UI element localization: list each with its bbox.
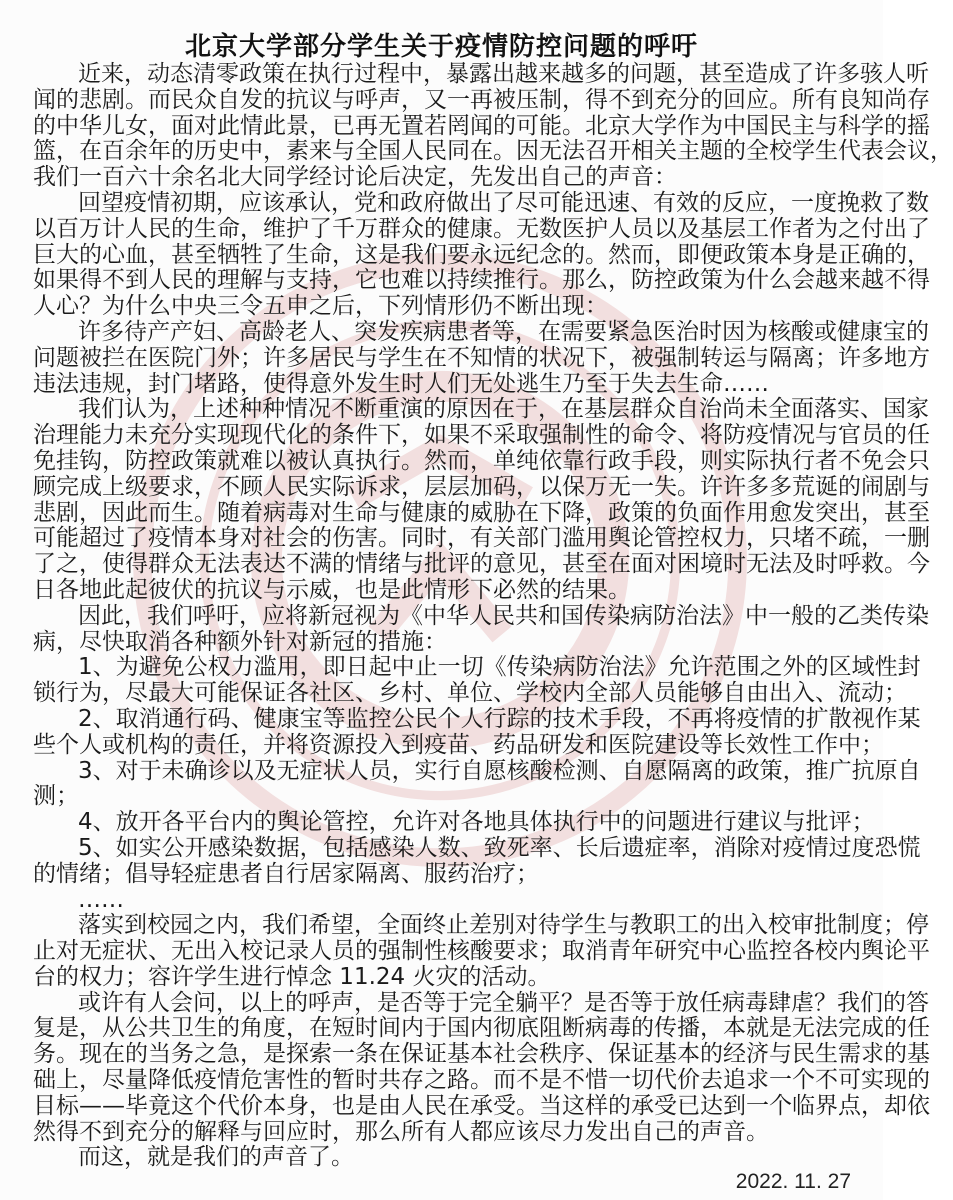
text-line: 问题被拦在医院门外；许多居民与学生在不知情的状况下，被强制转运与隔离；许多地方 bbox=[33, 344, 930, 371]
text-line: 闻的悲剧。而民众自发的抗议与呼声，又一再被压制，得不到充分的回应。所有良知尚存 bbox=[33, 86, 930, 113]
text-line: …… bbox=[78, 886, 124, 913]
text-line: 顾完成上级要求，不顾人民实际诉求，层层加码，以保万无一失。许许多多荒诞的闹剧与 bbox=[33, 473, 930, 500]
paragraph bbox=[33, 1145, 851, 1171]
paragraph bbox=[33, 888, 851, 914]
text-line: 因此，我们呼吁，应将新冠视为《中华人民共和国传染病防治法》中一般的乙类传染 bbox=[78, 602, 929, 629]
text-line: 台的权力；容许学生进行悼念 11.24 火灾的活动。 bbox=[33, 963, 551, 990]
text-line: 以百万计人民的生命，维护了千万群众的健康。无数医护人员以及基层工作者为之付出了 bbox=[33, 215, 930, 242]
text-line: 止对无症状、无出入校记录人员的强制性核酸要求；取消青年研究中心监控各校内舆论平 bbox=[33, 938, 930, 965]
paragraph bbox=[33, 757, 921, 811]
text-line: 1、为避免公权力滥用，即日起中止一切《传染病防治法》允许范围之外的区域性封 bbox=[78, 654, 921, 681]
paragraph bbox=[33, 654, 921, 707]
text-line: 悲剧，因此而生。随着病毒对生命与健康的威胁在下降，政策的负面作用愈发突出，甚至 bbox=[33, 499, 930, 526]
paragraph bbox=[33, 912, 930, 990]
text-line: 如果得不到人民的理解与支持，它也难以持续推行。那么，防控政策为什么会越来越不得 bbox=[33, 267, 930, 294]
paragraph bbox=[33, 189, 930, 320]
text-line: 巨大的心血，甚至牺牲了生命，这是我们要永远纪念的。然而，即便政策本身是正确的， bbox=[33, 241, 930, 268]
text-line: 回望疫情初期，应该承认，党和政府做出了尽可能迅速、有效的反应，一度挽救了数 bbox=[78, 189, 929, 216]
document-title: 北京大学部分学生关于疫情防控问题的呼吁 bbox=[184, 32, 698, 62]
document-date: 2022. 11. 27 bbox=[735, 1170, 851, 1193]
paragraph bbox=[33, 989, 930, 1146]
text-line: 些个人或机构的责任，并将资源投入到疫苗、药品研发和医院建设等长效性工作中； bbox=[33, 731, 884, 758]
text-line: 许多待产产妇、高龄老人、突发疾病患者等，在需要紧急医治时因为核酸或健康宝的 bbox=[78, 318, 929, 345]
document-body bbox=[33, 61, 953, 1171]
paragraph bbox=[33, 396, 930, 603]
text-line: 础上，尽量降低疫情危害性的暂时共存之路。而不是不惜一切代价去追求一个不可实现的 bbox=[33, 1067, 930, 1094]
text-line: 测； bbox=[33, 783, 79, 810]
text-line: 治理能力未充分实现现代化的条件下，如果不采取强制性的命令、将防疫情况与官员的任 bbox=[33, 422, 930, 449]
text-line: 我们认为，上述种种情况不断重演的原因在于，在基层群众自治尚未全面落实、国家 bbox=[78, 396, 929, 423]
text-line: 3、对于未确诊以及无症状人员，实行自愿核酸检测、自愿隔离的政策，推广抗原自 bbox=[78, 757, 921, 784]
text-line: 务。现在的当务之急，是探索一条在保证基本社会秩序、保证基本的经济与民生需求的基 bbox=[33, 1041, 930, 1068]
text-line: 锁行为，尽最大可能保证各社区、乡村、单位、学校内全部人员能够自由出入、流动； bbox=[33, 680, 907, 707]
paragraph bbox=[33, 809, 875, 836]
text-line: 篮，在百余年的历史中，素来与全国人民同在。因无法召开相关主题的全校学生代表会议， bbox=[33, 138, 953, 165]
text-line: 而这，就是我们的声音了。 bbox=[78, 1144, 354, 1171]
text-line: 然得不到充分的解释与回应时，那么所有人都应该尽力发出自己的声音。 bbox=[33, 1118, 769, 1145]
text-line: 5、如实公开感染数据，包括感染人数、致死率、长后遗症率，消除对疫情过度恐慌 bbox=[78, 834, 921, 861]
text-line: 违法违规，封门堵路，使得意外发生时人们无处逃生乃至于失去生命…… bbox=[33, 370, 769, 397]
text-line: 免挂钩，防控政策就难以被认真执行。然而，单纯依靠行政手段，则实际执行者不免会只 bbox=[33, 447, 930, 474]
paragraph bbox=[33, 61, 953, 191]
text-line: 的中华儿女，面对此情此景，已再无置若罔闻的可能。北京大学作为中国民主与科学的摇 bbox=[33, 112, 930, 139]
text-line: 人心？为什么中央三令五申之后，下列情形仍不断出现： bbox=[33, 293, 608, 320]
text-line: 可能超过了疫情本身对社会的伤害。同时，有关部门滥用舆论管控权力，只堵不疏，一删 bbox=[33, 525, 930, 552]
text-line: 病，尽快取消各种额外针对新冠的措施： bbox=[33, 628, 447, 655]
text-line: 近来，动态清零政策在执行过程中，暴露出越来越多的问题，甚至造成了许多骇人听 bbox=[78, 61, 929, 87]
text-line: 目标——毕竟这个代价本身，也是由人民在承受。当这样的承受已达到一个临界点，却依 bbox=[33, 1092, 930, 1119]
paragraph bbox=[33, 318, 930, 397]
text-line: 了之，使得群众无法表达不满的情绪与批评的意见，甚至在面对困境时无法及时呼救。今 bbox=[33, 551, 930, 578]
paragraph bbox=[33, 602, 929, 656]
text-line: 或许有人会问，以上的呼声，是否等于完全躺平？是否等于放任病毒肆虐？我们的答 bbox=[78, 989, 929, 1016]
text-line: 复是，从公共卫生的角度，在短时间内于国内彻底阻断病毒的传播，本就是无法完成的任 bbox=[33, 1015, 930, 1042]
paragraph bbox=[33, 705, 921, 759]
text-line: 的情绪；倡导轻症患者自行居家隔离、服药治疗； bbox=[33, 860, 539, 887]
text-line: 日各地此起彼伏的抗议与示威，也是此情形下必然的结果。 bbox=[33, 576, 631, 603]
text-line: 2、取消通行码、健康宝等监控公民个人行踪的技术手段，不再将疫情的扩散视作某 bbox=[78, 705, 921, 732]
text-line: 4、放开各平台内的舆论管控，允许对各地具体执行中的问题进行建议与批评； bbox=[78, 809, 875, 836]
text-line: 我们一百六十余名北大同学经讨论后决定，先发出自己的声音： bbox=[33, 164, 677, 191]
paragraph bbox=[33, 834, 921, 888]
text-line: 落实到校园之内，我们希望，全面终止差别对待学生与教职工的出入校审批制度；停 bbox=[78, 912, 929, 939]
